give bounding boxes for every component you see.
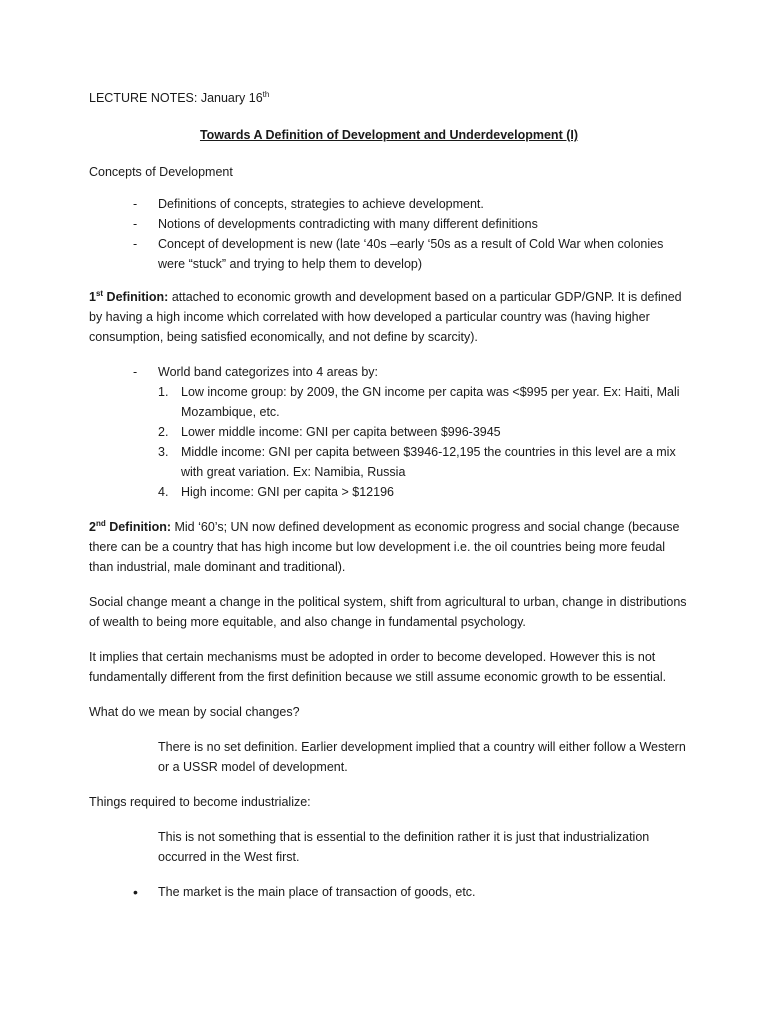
social-change-paragraph: Social change meant a change in the political system, shift from agricultural to urban, change in distributions of wealth to being more equitable, and also change in fundamental psychology. [89, 595, 687, 629]
question-paragraph: What do we mean by social changes? [89, 705, 300, 719]
list-item-text: Notions of developments contradicting with many different definitions [158, 217, 538, 231]
list-number: 1. [158, 385, 169, 399]
list-item [89, 422, 689, 442]
list-item [89, 194, 689, 214]
no-set-definition-paragraph: There is no set definition. Earlier development implied that a country will either follow a Western or a USSR model of development. [158, 740, 686, 774]
def1-num: 1 [89, 290, 96, 304]
second-definition [89, 517, 689, 577]
def1-label: Definition: [103, 290, 169, 304]
list-item-text: World band categorizes into 4 areas by: [158, 365, 379, 379]
heading-text: LECTURE NOTES: January 16 [89, 91, 263, 105]
heading-sup: th [262, 89, 270, 99]
dash-marker: - [133, 197, 138, 211]
dash-marker: - [133, 237, 138, 251]
list-item-text: The market is the main place of transaction of goods, etc. [158, 885, 476, 899]
list-item [89, 234, 689, 274]
def1-sup: st [95, 288, 104, 298]
document-title: Towards A Definition of Development and Underdevelopment (I) [199, 128, 579, 142]
concepts-label: Concepts of Development [89, 165, 233, 179]
things-required-paragraph: Things required to become industrialize: [89, 795, 311, 809]
def2-num: 2 [89, 520, 96, 534]
bullet-marker: • [133, 884, 138, 900]
list-item [89, 214, 689, 234]
list-item [89, 442, 689, 482]
list-item [89, 482, 689, 502]
bullet-list [89, 882, 689, 902]
document-page [89, 88, 689, 902]
def2-text: Mid ‘60’s; UN now defined development as economic progress and social change (because there can be a country that has high income but low development i.e. the oil countries being more feudal than industrial, male dominant and traditional). [89, 520, 680, 574]
list-number: 3. [158, 445, 169, 459]
lecture-heading [89, 88, 689, 108]
first-definition [89, 287, 689, 347]
list-item [89, 882, 689, 902]
list-item-text: Lower middle income: GNI per capita between $996-3945 [181, 425, 501, 439]
income-groups-list [89, 382, 689, 502]
list-item-text: Definitions of concepts, strategies to achieve development. [158, 197, 484, 211]
list-number: 2. [158, 425, 169, 439]
world-bank-block [89, 362, 689, 502]
list-item-text: Concept of development is new (late ‘40s –early ‘50s as a result of Cold War when colonies were “stuck” and trying to help them to develop) [158, 237, 664, 271]
implies-paragraph: It implies that certain mechanisms must be adopted in order to become developed. However this is not fundamentally different from the first definition because we still assume economic growth to be essential. [89, 650, 667, 684]
def2-sup: nd [95, 518, 106, 528]
list-item [89, 382, 689, 422]
dash-marker: - [133, 217, 138, 231]
not-essential-paragraph: This is not something that is essential to the definition rather it is just that industrialization occurred in the West first. [158, 830, 650, 864]
list-item [89, 362, 689, 382]
world-bank-intro-list [89, 362, 689, 382]
list-number: 4. [158, 485, 169, 499]
concepts-list [89, 194, 689, 274]
list-item-text: Low income group: by 2009, the GN income per capita was <$995 per year. Ex: Haiti, Mali Mozambique, etc. [181, 385, 680, 419]
list-item-text: Middle income: GNI per capita between $3946-12,195 the countries in this level are a mix with great variation. Ex: Namibia, Russia [181, 445, 676, 479]
def1-text: attached to economic growth and development based on a particular GDP/GNP. It is defined by having a high income which correlated with how developed a particular country was (having higher consumption, being satisfied economically, and not define by scarcity). [89, 290, 682, 344]
dash-marker: - [133, 365, 138, 379]
def2-label: Definition: [105, 520, 171, 534]
list-item-text: High income: GNI per capita > $12196 [181, 485, 394, 499]
